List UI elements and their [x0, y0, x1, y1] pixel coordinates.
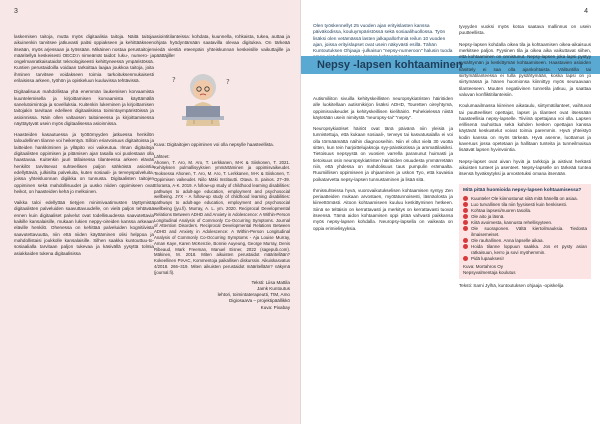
bullet-icon — [463, 238, 468, 243]
bullet-icon — [463, 256, 468, 261]
paragraph: Nepsy-lapsen kohdalla oikea tila ja kohtaamisen oikea-aikaisuus merkitsee paljon. Fyysinen tila ja oikea aika vaikuttavat siihen, että kohtaaminen on onnistunut. Nepsy-lapsen joka lapsi pystyy pysähtymän ja keskittymän kohtaamiseen. Haastavien asioiden käsittely ei saa olla ajankohtaista. Välituntilla tai siirtymätilanteessa ei tulla pysähtymään, koska lapsi on jo siirtymässä ja hänen huomionsa kiinnittyy myös seuraavaan tilanteeseen. Muuten negatiivinen tunnetila jatkuu, ja saattaa valuvan konfliktitilanteisiin. — [459, 41, 591, 97]
article-title: Nepsy -lapsen kohtaaminen — [317, 59, 463, 71]
list-item: Hoida tilanne loppuun saakka. Jos et pysty asian ratkaisuun, kerro ja sovi myöhemmin. — [463, 244, 587, 256]
paragraph: Ihmissuhteissa hyvä, vuorovaikutukselisen kohtaamisen syntyy Zen periaatteiden mukaan arvostaen, myötätunnoisesti, läsnäolosta ja kiireettömästi. Aitoon kohtaamiseen kuuluu keskittyminen hetkeen. Siinä se teltäisin on kerrattavasti ja merkitys on kerrattavasti tuovat itseensä. Tämä aidon kohtaamisen oppi pitää vahvasti paikkansa myös nepsy-lapsen kohdalla. Neuropsy-lapsella on vaikeata on oppia erimielisyyksia. — [313, 187, 453, 231]
box-source-line: Kuva: Mortahros Oy — [463, 263, 504, 269]
tips-box-title: Mitä pitää huomioida nepsy-lapsen kohtaamisessa? — [463, 187, 582, 193]
paragraph: Nepsy-lapset ovat aivan hyviä ja tarkkoja ja aistivat herkästi aikuisten tunteet ja asenteet. Nepsy-lapselle on tärkeää tuntea itsensä hyväksytyksi ja arvostetuksi omana itsenään. — [459, 158, 591, 177]
box-source — [463, 264, 587, 276]
list-item: Ole rauhallinen. Anna lapselle aikaa. — [463, 238, 587, 244]
paragraph: Vaikka taloi edellyttää tietyjen minimivaatimusten täyttymistä digitaalisten palveluiden saavuttavuudelle, on vielä paljon tehtävää ennen kuin digitaaliset palvelut ovat todellisuudessa saavutettavia kaikille kansalaisille, mukaan lukien neppy-oireiden kanssa arkeaan eläville henkilö. Ohenessa on kehittää palveluiden kognitiivista saavutettavuutta, niin että niiden käyttäminen olisi helppoa ja mahdollistaisi joukkolle kansalaisille. Silhen saakka kuntouttuu-to-sosiaalialla tarvitaan paljon tukevaa ja käsivällä yysyttä tolmia asiakkaiden tukena digitaalisissa — [14, 200, 154, 256]
references-text: Ahonen, T. Aro, M. Aro, T. Lerkkanen, M-K & Siiskonen, T. 2021. Kehityksen pulmallisyyksien ymmärtäminen ja oppimisvaikeudet. Teoksessa Ahonen, T. Aro, M. Aro, T. Lerkkanen, M-K & Siiskonen, T. Oppimisen vaikeudet. Niilo Mäki Instituutti. Otava. S. painos. 27–39. Eloranta, A-K. 2019. A follow-up study of childhood learning disabilities: pathways to adult-age education, employment and psychosocial wellbeing. JYX - A follow-up study of childhood learning disabilities: pathways to adult-age education, employment and psychosocial wellbeing (jyu.fi). Murray, A. L. ym. 2020. Reciprocal Developmental Relations Between ADHD and Anxiety in Adolescence: A Within-Person Longitudinal Analysis of Commonly Co-Occurring Symptoms. Journal of Attention Disorders. Reciprocal Developmental Relations Between ADHD and Anxiety in Adolescence: A Within-Person Longitudinal Analysis of Commonly Co-Occurring Symptoms - Aja Louise Murray, Aman Kaye, Karen McKenzie, Bonnie Auyeung, George Murray, Denis Ribeaud, Mark Freeman, Manuel Eisner, 2022 (sagepub.com). Mäkinen, M. 2018. Miten aikuisten perustaidot määritellään? Kokeellinen PIAAC, Kommentoja paikallisen diskurssin. Aikuiskasvatus 4/2018. 266–319. Miten aikuisten perustaidot määritellään? näkymä (journal.fi). — [154, 159, 290, 275]
list-item: Kohtaa lapsesi/nuoren tasolla. — [463, 208, 587, 214]
bullet-icon — [463, 244, 468, 249]
bullet-icon — [463, 196, 468, 201]
credit-line: Teksti: Sami Jylhä, kuntoutuksen ohjaaja -opiskelija — [459, 282, 564, 288]
svg-text:?: ? — [226, 78, 230, 87]
paragraph: asiointitilanteissa: kohdata, kuunnella, rohkaista, tukea, auttaa ja ohjata hyödyntämään saatavilla olevaa digitukea. On tärkeää viedä viestiä eteenpäin yhteiskunnan keskeisille vaikuttajille ja päättäjille! — [154, 34, 290, 58]
right-column-2 — [459, 24, 591, 289]
bullet-icon — [463, 208, 468, 213]
list-item: Ole aito ja läsnä. — [463, 214, 587, 220]
paragraph: laskemisen taitoja, mutta myös digitaalisia taitoja. Näitä taitoja aikuinenkin tarvitsee jatkuvasti paitsi oppiakseen ja kehittääkseen itseään, myös arjessaan ja työssään. Mikäinen nostaa perustaitojen määritellyä keskeisesti OECD:n nimeämät taidot: luku-, numero- ja ongelmanratkaisutaidot teknologiseesti kehittyneessä ympäristössä. Kuntien perustaidoilla voidaan tarkoittaa laajaa joukkoa taitoja, joita ihminen tarvitsee voidakseen toimia tarkoituksenmukaisesti erilaisissa arkeen, työhön ja opiskeluun kuuluvissa tehtävissä. — [14, 34, 154, 84]
author-credit — [154, 280, 290, 311]
list-item: Ole suoraponen. Vältä kiertoilmauksia. Tiedosta ilmaisemeiset. — [463, 226, 587, 238]
list-item: Kuuntele! Ole kiinnostunut siitä mitä hänellä on asiaa. — [463, 196, 587, 202]
list-item: Luo turvallinen tila niin fyysisesti kuin henkisesti. — [463, 202, 587, 208]
bullet-icon — [463, 226, 468, 231]
list-item: Pidä lupauksesi! — [463, 256, 587, 262]
paragraph: Koulumaailmassa kiireinen aikataulu, siirtymätilanteet, vaihtuvat tai puutteelliset opettajat, lapset ja tilanteet ovat itsessään haasteellisia nepsy-lapselle. Tiiviinä opettajana voi olla. Lapsen erillisenä rauhoittua sekä kahden kesken opettajan kanssa käytävät keskustelut voivat toimia paremmin. Hyvä yhteistyö kodin kanssa on myös tärkeää. Hyvä asenne, luottamus ja kaveruus jossa opetetaan ja hallitaan tunteita ja tunneilmaisua lisäävät lapsen hyvinvointia. — [459, 103, 591, 153]
bullet-icon — [463, 214, 468, 219]
credit-line: Jamk Kuntoutus — [257, 285, 290, 291]
woman-laptop-illustration — [168, 66, 238, 136]
credit-line: Teksti: Liisa Mattila — [251, 279, 290, 285]
list-item: Kiitä avoimesta, kannusta rehellisyyteen. — [463, 220, 587, 226]
bullet-icon — [463, 202, 468, 207]
left-column-1 — [14, 34, 154, 262]
page-number: 3 — [14, 8, 18, 15]
paragraph: Haasteiden kasautuessa ja työttömyyden jatkuessa henkilön taloudellinen tilanne voi heikentyä. Silloin eriarvoisuus digitaitoissa ja laitteiden hankkiminen ja ylläpito voi vaikeutua. Ilman digitaitoja digitaalisten oppimisen ja pitämisen ajan tasalla voi puolestaan olla haastavaa. Kuitenkin juuri tällaisessa tilanteessa arkeen eläväs henkilöt tarvitsevat suhteellisen paljon sähköistä asiointia edellyttäviä, julkisilta palveluita, kuten sosiaali- ja terveyspalveluita, joissa yhteisluonnan digiikka on tunnusta. Digitaalisten taitojen oppiminen sekä mahdollisuudet ja uusko niiden oppimiseen ovat heikot, on haasteiden kehä jo melkoinen. — [14, 132, 154, 194]
lead-text: Olen työskennellyt 25 vuoden ajan erityislasten kanssa päiväkodissa, kouluympäristössä sekä sosiaalihuollossa. Työn lisäksi olen vetämässä lasten jalkapallorhmiä reilun 10 vuoden ajan, joissa erityislapset ovat usein näkyvästi esillä. Tähän Kuntoutuksen Ohjaaja -julkaisun "nepsy-numeroon" halusin tuoda — [313, 24, 453, 55]
paragraph: Neuropsykiatriset häiriöt ovat tänä päivänä niin yleisiä ja tunnistettuja, että kukaan sosiaali-, terveys tai kasvatusalalla ei voi olla törmäämättä näihin diagnooseihin. Niin el ollut vielä 30 vuotta sitten, kun tein harjoittelujaksoja syy-päiväkotissa ja ammattilaisiksi. Tietoisuus nepsyystä on vuosien varrella paranunut huimasti ja tietoisuus osin neuropsykiatristen häiriöiden osuudesta ymmärretään niin, että yhdessa on mahdolisuus taus pumpulin erämaalta. Ruumiillisen oppimiseen ja ohjaaminen ja uskon Tyo, että kuvaisia poikatarvetta nepsy-lapsen tunnustaminen ja lisää sitä. — [313, 126, 453, 182]
author-credit — [459, 283, 591, 289]
tips-list — [463, 196, 587, 262]
credit-line: lehtori, toimintaterapeutti, TtM, Amo — [217, 292, 290, 298]
paragraph: Autismiliiton sivuilla kehityskeillisten neuropsykiatristen häiriöiden alle luokitellaan autismikirjon lisäksi ADHD, Touretten oireyhtymä, oppimisvaikeudet ja kehityskeillisen kielihäiriö. Puhekielessä niistä käytetään usein nimitystä "neuropsy-tai" "nepsy". — [313, 96, 453, 120]
references — [154, 154, 290, 276]
page-number: 4 — [584, 8, 588, 15]
references-title: Lähteet: — [154, 153, 170, 159]
left-column-2 — [154, 34, 290, 311]
credit-line: DigiosaaVa – projektipäällikkö — [229, 298, 290, 304]
box-source-line: Nepsyvalmentaja koulutus — [463, 269, 516, 275]
bullet-icon — [463, 220, 468, 225]
right-column-1 — [313, 96, 453, 237]
right-page — [300, 0, 600, 424]
svg-text:?: ? — [172, 76, 176, 85]
paragraph: Digitaalisuus mahdollistaa yhä enemmän laukemisen korvaamista kuuntelemisella ja kirjoittamisen korvaamista käyttämällä sanelutoimintoja ja sovelluksia. Kuitenkin lukeminen ja kirjoittamisen taitojakin tarvitaan edelleen digitaalisissa toimintaympäristöissä ja asioinnissa. Näin ollen valtaosen taitoineessa ja kirjoittamisessa näyttäytyvät usein myös digitaalisessa asioinnissa. — [14, 89, 154, 126]
paragraph: tyvyyden vuoksi myös kotoa saatava mallinnus on usein puutteellista. — [459, 24, 591, 36]
image-caption: Kuva: Digitaitojen oppiminen voi olla nepsylle haasteellista. — [154, 142, 275, 148]
credit-line: Kuva: Pixabay — [260, 304, 290, 310]
tips-box — [459, 184, 591, 279]
